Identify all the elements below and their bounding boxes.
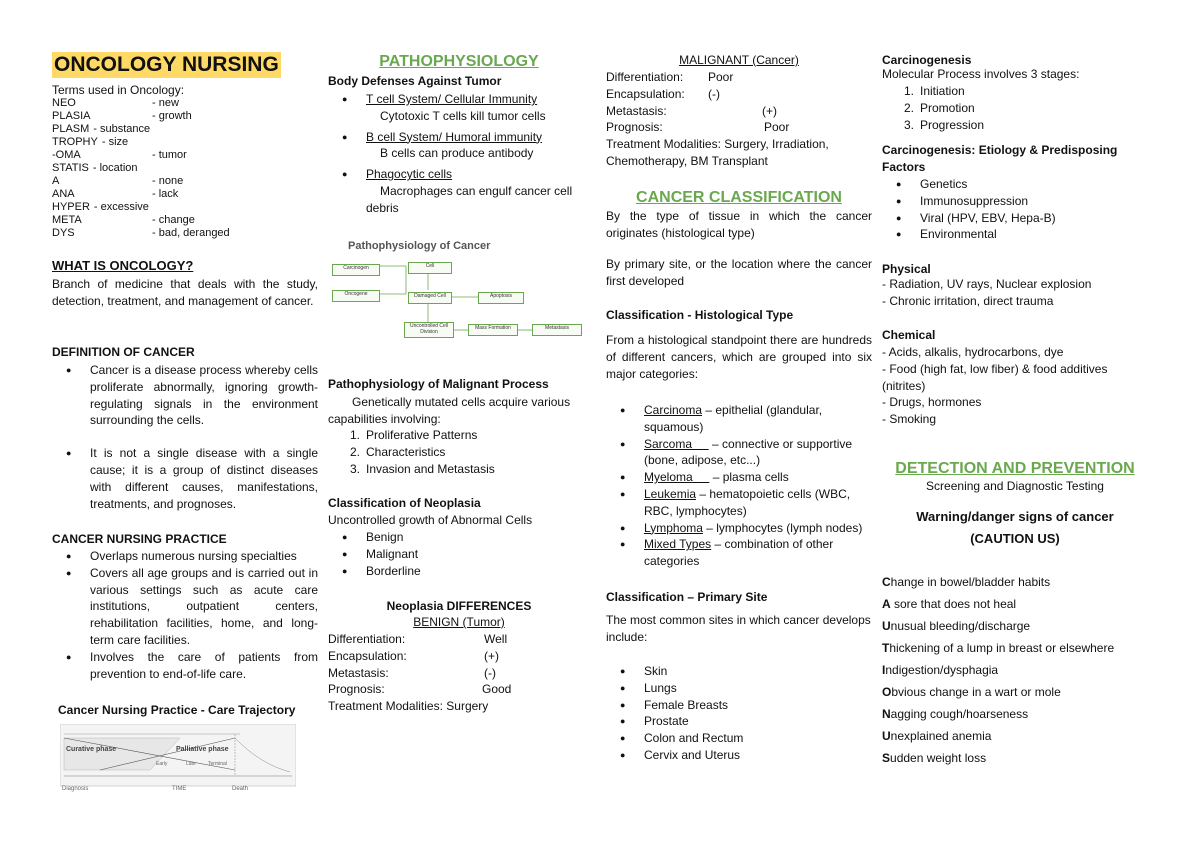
- benign-treatment: Treatment Modalities: Surgery: [328, 699, 489, 714]
- malignant-process-heading: Pathophysiology of Malignant Process: [328, 377, 549, 391]
- list-item: ● Malignant: [328, 546, 590, 563]
- early-label: Early: [156, 761, 168, 767]
- etiology-list: [882, 176, 1148, 243]
- list-item: - Radiation, UV rays, Nuclear explosion: [882, 277, 1092, 291]
- death-label: Death: [232, 786, 249, 792]
- term-key: A: [52, 175, 60, 187]
- term-value: - tumor: [152, 149, 187, 161]
- time-label: TIME: [172, 786, 187, 792]
- neoplasia-text: Uncontrolled growth of Abnormal Cells: [328, 513, 533, 527]
- term-row: [52, 97, 318, 110]
- warning-signs-list: [882, 571, 1148, 769]
- list-item: A sore that does not heal: [882, 597, 1017, 611]
- mass-formation-box: Mass Formation: [468, 324, 518, 336]
- term-row: [52, 149, 318, 162]
- malignant-process-list: [328, 427, 590, 477]
- differences-heading: Neoplasia DIFFERENCES: [386, 599, 532, 613]
- term-value: - size: [101, 136, 129, 148]
- malignant-treatment: Treatment Modalities: Surgery, Irradiation, Chemotherapy, BM Transplant: [606, 137, 829, 168]
- warning-heading: Warning/danger signs of cancer: [916, 509, 1114, 524]
- primary-site-list: [606, 663, 872, 764]
- etiology-heading: Carcinogenesis: Etiology & Predisposing Factors: [882, 143, 1118, 174]
- what-heading: WHAT IS ONCOLOGY?: [52, 258, 194, 273]
- oncogene-box: Oncogene: [332, 290, 380, 302]
- list-item: ● Colon and Rectum: [606, 730, 872, 747]
- term-value: - lack: [152, 188, 179, 200]
- term-key: HYPER: [52, 201, 90, 213]
- term-value: - new: [152, 97, 179, 109]
- uncontrolled-division-box: Uncontrolled Cell Division: [404, 322, 454, 338]
- histological-text: From a histological standpoint there are hundreds of different cancers, which are grouped into six major categories:: [606, 333, 872, 381]
- defense-name: Phagocytic cells: [366, 167, 453, 182]
- list-item: [328, 166, 590, 216]
- benign-table: Differentiation: Well Encapsulation: (+) Metastasis: (-) Prognosis: Good Treatment Modalities: Surgery: [328, 631, 590, 715]
- list-item: Indigestion/dysphagia: [882, 663, 999, 677]
- term-row: [52, 136, 318, 149]
- pathophysiology-title: PATHOPHYSIOLOGY: [379, 53, 539, 70]
- list-item: ● Sarcoma – connective or supportive (bone, adipose, etc...): [606, 436, 872, 470]
- list-item: Nagging cough/hoarseness: [882, 707, 1029, 721]
- list-item: ● Borderline: [328, 563, 590, 580]
- terms-intro: Terms used in Oncology:: [52, 83, 185, 97]
- carcinogenesis-heading: Carcinogenesis: [882, 53, 972, 67]
- malignant-table: Differentiation: Poor Encapsulation: (-) Metastasis: (+) Prognosis: Poor Treatment Modalities: Surgery, Irradiation, Chemotherapy, BM Transplant: [606, 69, 872, 170]
- care-trajectory-diagram: [60, 724, 296, 792]
- list-item: ● Genetics: [882, 176, 1148, 193]
- list-item: ● Carcinoma – epithelial (glandular, squamous): [606, 402, 872, 436]
- term-key: -OMA: [52, 149, 81, 161]
- term-key: PLASIA: [52, 110, 91, 122]
- cancer-classification-title: CANCER CLASSIFICATION: [636, 189, 842, 206]
- practice-list: [52, 548, 318, 682]
- definition-heading: DEFINITION OF CANCER: [52, 345, 195, 359]
- term-row: [52, 123, 318, 136]
- diagram-title: Pathophysiology of Cancer: [348, 240, 491, 252]
- defense-name: B cell System/ Humoral immunity: [366, 129, 543, 144]
- classification-text-1: By the type of tissue in which the cancer originates (histological type): [606, 209, 872, 240]
- list-item: 2. Characteristics: [350, 444, 446, 459]
- damaged-cell-box: Damaged Cell: [408, 292, 452, 304]
- histological-list: [606, 402, 872, 570]
- physical-heading: Physical: [882, 262, 931, 276]
- primary-site-heading: Classification – Primary Site: [606, 590, 768, 604]
- pathophysiology-diagram: [328, 238, 590, 350]
- list-item: ● Female Breasts: [606, 697, 872, 714]
- malignant-heading: MALIGNANT (Cancer): [679, 53, 799, 67]
- term-row: [52, 214, 318, 227]
- list-item: - Smoking: [882, 412, 937, 427]
- histological-heading: Classification - Histological Type: [606, 308, 794, 322]
- defense-name: T cell System/ Cellular Immunity: [366, 92, 538, 106]
- list-item: 3. Invasion and Metastasis: [350, 461, 495, 476]
- list-item: [328, 129, 590, 163]
- list-item: ● Environmental: [882, 226, 1148, 243]
- list-item: - Food (high fat, low fiber) & food additives (nitrites): [882, 361, 1108, 393]
- term-key: NEO: [52, 97, 76, 109]
- definition-list: [52, 362, 318, 512]
- list-item: ● Prostate: [606, 713, 872, 730]
- list-item: Change in bowel/bladder habits: [882, 575, 1051, 589]
- list-item: ● Mixed Types – combination of other categories: [606, 536, 872, 570]
- term-value: - none: [152, 175, 184, 187]
- list-item: ● Myeloma – plasma cells: [606, 469, 872, 486]
- term-value: - change: [152, 214, 195, 226]
- list-item: ● Benign: [328, 529, 590, 546]
- term-value: - location: [92, 162, 138, 174]
- term-key: STATIS: [52, 162, 89, 174]
- diagnosis-label: Diagnosis: [62, 786, 89, 792]
- carcinogenesis-stages: [882, 83, 1148, 133]
- carcinogen-box: Carcinogen: [332, 264, 380, 276]
- curative-label: Curative phase: [66, 746, 117, 753]
- neoplasia-heading: Classification of Neoplasia: [328, 496, 481, 510]
- metastasis-box: Metastasis: [532, 324, 582, 336]
- late-label: Late: [186, 761, 196, 767]
- cell-box: Cell: [408, 262, 452, 274]
- terms-list: [52, 97, 318, 240]
- defense-desc: Cytotoxic T cells kill tumor cells: [380, 108, 546, 123]
- trajectory-chart: [60, 724, 296, 792]
- term-row: [52, 162, 318, 175]
- defense-desc: B cells can produce antibody: [380, 146, 534, 161]
- primary-site-text: The most common sites in which cancer develops include:: [606, 613, 871, 644]
- carcinogenesis-text: Molecular Process involves 3 stages:: [882, 67, 1080, 81]
- apoptosis-box: Apoptosis: [478, 292, 524, 304]
- benign-heading: BENIGN (Tumor): [413, 615, 505, 629]
- neoplasia-list: [328, 529, 590, 579]
- page-title: ONCOLOGY NURSING: [54, 53, 279, 76]
- term-row: [52, 201, 318, 214]
- list-item: ● Lymphoma – lymphocytes (lymph nodes): [606, 520, 872, 537]
- list-item: Unexplained anemia: [882, 729, 992, 743]
- term-key: TROPHY: [52, 136, 98, 148]
- physical-list: [882, 276, 1148, 310]
- term-value: - bad, deranged: [152, 227, 230, 239]
- malignant-process-text: Genetically mutated cells acquire various capabilities involving:: [328, 395, 571, 426]
- term-value: - growth: [152, 110, 192, 122]
- term-key: META: [52, 214, 82, 226]
- list-item: - Acids, alkalis, hydrocarbons, dye: [882, 345, 1064, 359]
- term-row: [52, 175, 318, 188]
- list-item: ● Skin: [606, 663, 872, 680]
- term-key: PLASM: [52, 123, 90, 135]
- list-item: Obvious change in a wart or mole: [882, 685, 1061, 699]
- list-item: ● Viral (HPV, EBV, Hepa-B): [882, 210, 1148, 227]
- term-value: - substance: [93, 123, 151, 135]
- list-item: [328, 91, 590, 125]
- list-item: ● Lungs: [606, 680, 872, 697]
- term-row: [52, 188, 318, 201]
- detection-title: DETECTION AND PREVENTION: [895, 460, 1135, 477]
- list-item: ● Covers all age groups and is carried out in various settings such as acute care institutions, outpatient centers, rehabilitation facilities, home, and long-term care facilities.: [52, 565, 318, 649]
- practice-heading: CANCER NURSING PRACTICE: [52, 532, 227, 546]
- term-row: [52, 227, 318, 240]
- list-item: ● Immunosuppression: [882, 193, 1148, 210]
- list-item: ● Cancer is a disease process whereby cells proliferate abnormally, ignoring growth-regulating signals in the environment surrounding the cells.: [52, 362, 318, 429]
- term-row: [52, 110, 318, 123]
- warning-subheading: (CAUTION US): [970, 531, 1060, 546]
- trajectory-heading: Cancer Nursing Practice - Care Trajectory: [58, 703, 296, 717]
- defenses-heading: Body Defenses Against Tumor: [328, 74, 502, 88]
- term-value: - excessive: [93, 201, 149, 213]
- what-text: Branch of medicine that deals with the study, detection, treatment, and management of cancer.: [52, 277, 318, 308]
- chemical-list: [882, 344, 1148, 428]
- list-item: ● Cervix and Uterus: [606, 747, 872, 764]
- term-key: DYS: [52, 227, 75, 239]
- list-item: 1. Initiation: [904, 84, 965, 98]
- list-item: 2. Promotion: [904, 100, 975, 115]
- defense-desc: Macrophages can engulf cancer cell debris: [366, 183, 573, 215]
- list-item: Unusual bleeding/discharge: [882, 619, 1031, 633]
- list-item: 1. Proliferative Patterns: [350, 428, 478, 442]
- chemical-heading: Chemical: [882, 328, 936, 342]
- term-key: ANA: [52, 188, 75, 200]
- list-item: ● Overlaps numerous nursing specialties: [52, 548, 318, 565]
- list-item: Sudden weight loss: [882, 751, 987, 765]
- terminal-label: Terminal: [208, 761, 227, 767]
- list-item: 3. Progression: [904, 117, 985, 132]
- list-item: - Drugs, hormones: [882, 395, 982, 410]
- list-item: ● Leukemia – hematopoietic cells (WBC, RBC, lymphocytes): [606, 486, 872, 520]
- list-item: - Chronic irritation, direct trauma: [882, 293, 1054, 308]
- classification-text-2: By primary site, or the location where the cancer first developed: [606, 257, 872, 288]
- list-item: ● It is not a single disease with a single cause; it is a group of distinct diseases with different causes, manifestations, treatments, and prognoses.: [52, 445, 318, 512]
- defenses-list: [328, 91, 590, 217]
- list-item: Thickening of a lump in breast or elsewhere: [882, 641, 1115, 655]
- detection-subtitle: Screening and Diagnostic Testing: [926, 479, 1104, 493]
- palliative-label: Palliative phase: [176, 746, 229, 753]
- list-item: ● Involves the care of patients from prevention to end-of-life care.: [52, 649, 318, 683]
